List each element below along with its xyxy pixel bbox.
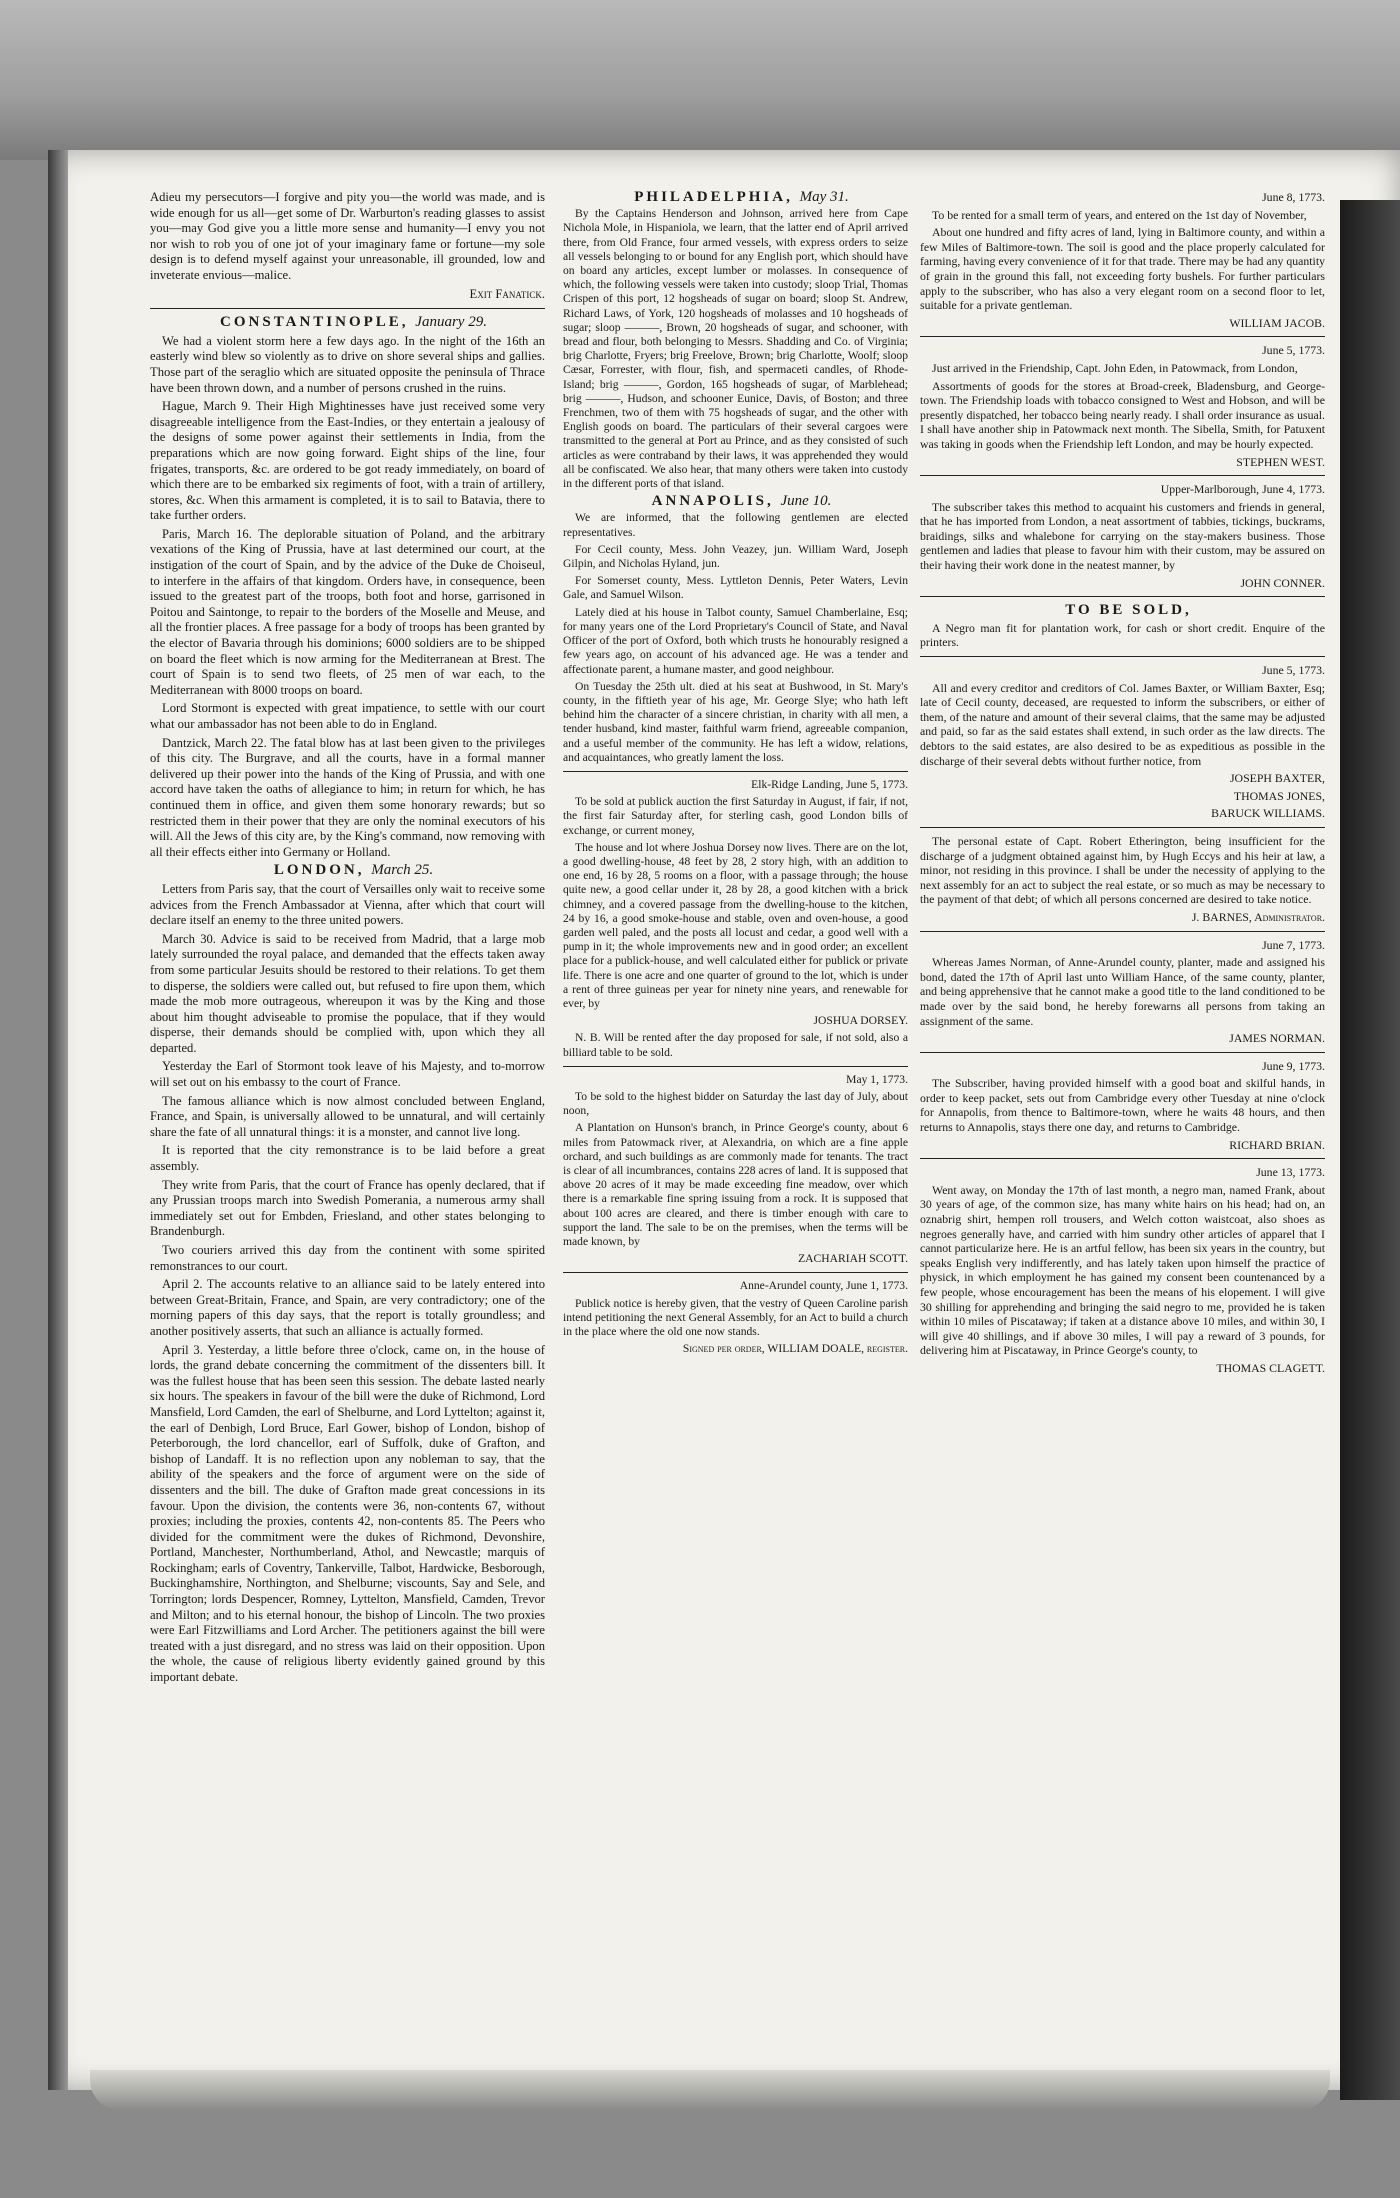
- ad-text: To be sold at publick auction the first Saturday in August, if fair, if not, the first fair Saturday after, for sterling cash, good London bills of exchange, or current money,: [563, 795, 908, 837]
- ad-text: The Subscriber, having provided himself with a good boat and skilful hands, in order to keep packet, sets out from Cambridge every other Tuesday at nine o'clock for Annapolis, from thence to Baltimore-town, where he waits 48 hours, and then returns to Annapolis, stays there one day, and returns to Cambridge.: [920, 1076, 1325, 1135]
- news-paragraph: We had a violent storm here a few days ago. In the night of the 16th an easterly wind blew so violently as to drive on shore several ships and gallies. Those part of the seraglio which are situated opposite the peninsula of Thrace have been thrown down, and a number of persons crushed in the ruins.: [150, 333, 545, 395]
- ad-text: Publick notice is hereby given, that the vestry of Queen Caroline parish intend petitioning the next General Assembly, for an Act to build a church in the place where the old one now stands.: [563, 1296, 908, 1339]
- news-paragraph: Lately died at his house in Talbot county, Samuel Chamberlaine, Esq; for many years one of the Lord Proprietary's Council of State, and Naval Officer of the port of Oxford, both which trusts he honourably resigned a few years ago, on account of his advanced age. He was a tender and affectionate parent, a humane master, and good neighbour.: [563, 605, 908, 676]
- ad-text: A Plantation on Hunson's branch, in Prince George's county, about 6 miles from Patowmack river, at Alexandria, on which are a fine apple orchard, and such buildings as are commonly made for tenants. The tract is clear of all incumbrances, contains 228 acres of land. It is supposed that above 20 acres of it may be made exceeding fine meadow, over which there is a remarkable fine spring issuing from a rock. It is supposed that about 100 acres are cleared, and there is timber enough with care to support the land. The sale to be on the premises, when the terms will be made known, by: [563, 1121, 908, 1249]
- ad-signature: THOMAS CLAGETT.: [1216, 1360, 1325, 1375]
- news-paragraph: It is reported that the city remonstrance is to be laid before a great assembly.: [150, 1143, 545, 1174]
- news-paragraph: Dantzick, March 22. The fatal blow has at last been given to the privileges of this city. The Burgrave, and all the courts, have in a formal manner delivered up their power into the hands of the King of Prussia, and with one accord have taken the oaths of allegiance to him; in return for which, he has continued them in office, and given them some honorary rewards; but so restricted them in their power that they are only the nominal executors of his will. All the Jews of this city are, by the King's command, now removing with all their effects either into Germany or Holland.: [150, 735, 545, 859]
- ad-date: June 7, 1773.: [1262, 937, 1325, 952]
- ad-text: To be sold to the highest bidder on Saturday the last day of July, about noon,: [563, 1089, 908, 1118]
- news-paragraph: They write from Paris, that the court of France has openly declared, that if any Prussian troops march into Swedish Pomerania, a numerous army shall immediately set out for Embden, Friesland, and other states belonging to Brandenburgh.: [150, 1177, 545, 1239]
- exit-fanatick: Exit Fanatick.: [469, 286, 545, 301]
- column-left: [150, 190, 545, 1689]
- news-paragraph: Letters from Paris say, that the court of Versailles only wait to receive some advices from the French Ambassador at Vienna, after which that court will declare itself an enemy to the three united powers.: [150, 881, 545, 928]
- news-paragraph: The famous alliance which is now almost concluded between England, France, and Spain, is universally allowed to be unnatural, and will certainly share the fate of all unnatural things: it is a monster, and cannot live long.: [150, 1093, 545, 1139]
- news-paragraph: By the Captains Henderson and Johnson, arrived here from Cape Nichola Mole, in Hispaniola, we learn, that the latter end of April arrived there, from Old France, four armed vessels, with express orders to seize all vessels belonging to or bound for any English port, which should have on board any articles, except lumber or molasses. In consequence of which, the following vessels were taken into custody; sloop Trial, Thomas Crispen of this port, 12 hogsheads of sugar on board; sloop St. Andrew, Richard Laws, of York, 120 hogsheads of molasses and 10 hogsheads of sugar; sloop ———, Brown, 20 hogsheads of sugar, and schooner, with bread and flour, both belonging to Messrs. Shadding and Co. of Virginia; brig Charlotte, Fryers; brig Freelove, Brown; brig Charlotte, Woolf; sloop Cæsar, Forrester, with flour, fish, and spermaceti candles, of Rhode-Island; brig ———, Gordon, 165 hogsheads of sugar, of Marblehead; brig ———, Hudson, and schooner Eunice, Davis, of Boston; and three Frenchmen, two of them with 75 hogsheads of sugar, and the other with English goods on board. The particulars of their several cargoes were transmitted to the general at Port au Prince, and as they consisted of such articles as were contraband by their laws, it was apprehended they would all be confiscated. We also hear, that many others were taken into custody in the different ports of that island.: [563, 207, 908, 491]
- ad-signature: STEPHEN WEST.: [1236, 454, 1325, 469]
- advertisement-vestry: [563, 1279, 908, 1356]
- ad-signature: JAMES NORMAN.: [1229, 1031, 1325, 1046]
- news-paragraph: On Tuesday the 25th ult. died at his seat at Bushwood, in St. Mary's county, in the fiftieth year of his age, Mr. George Slye; who hath left behind him the character of a sincere christian, in charity with all men, a tender husband, kind master, faithful warm friend, agreeable companion, and a useful member of the community. He has left a widow, relations, and acquaintances, who greatly lament the loss.: [563, 679, 908, 764]
- ad-text: To be rented for a small term of years, and entered on the 1st day of November,: [932, 207, 1307, 222]
- ad-text: N. B. Will be rented after the day proposed for sale, if not sold, also a billiard table to be sold.: [563, 1031, 908, 1059]
- news-paragraph: For Cecil county, Mess. John Veazey, jun. William Ward, Joseph Gilpin, and Nicholas Hyland, jun.: [563, 542, 908, 571]
- ad-date: Elk-Ridge Landing, June 5, 1773.: [751, 777, 908, 791]
- ad-date: June 5, 1773.: [1262, 663, 1325, 678]
- divider: [920, 1158, 1325, 1159]
- news-paragraph: March 30. Advice is said to be received from Madrid, that a large mob lately surrounded the royal palace, and demanded that the effects taken away from some particular Jesuits should be restored to their relations. To get them to disperse, the soldiers were called out, but refused to fire upon them, which made the mob more outrageous, whereupon it was by the King and those about him thought adviseable to promise the populace, that if they would disperse, their demands should be complied with, upon which they all departed.: [150, 931, 545, 1055]
- ad-text: Went away, on Monday the 17th of last month, a negro man, named Frank, about 30 years of age, of the common size, has many white hairs on his head; had on, an oznabrig shirt, hempen roll trousers, and Welch cotton waistcoat, also shoes as negroes generally have, and carried with him sundry other articles of apparel that I cannot particularize here. He is an artful fellow, has been six years in the country, but speaks English very indifferently, and has lately taken upon himself the practice of physick, in which employment he has gained my consent been countenanced by a few people, whose encouragement has been the means of his elopement. I will give 30 shilling for apprehending and bringing the said negro to me, provided he is taken within 10 miles of Piscataway; if taken at a distance above 10 miles, and within 30, I will give 40 shillings, and if above 30 miles, I will pay a reward of 3 pounds, for delivering him at Piscataway, in Prince George's county, to: [920, 1182, 1325, 1358]
- divider: [920, 656, 1325, 657]
- ad-signature: THOMAS JONES,: [1233, 788, 1325, 803]
- ad-heading: TO BE SOLD,: [1065, 602, 1192, 619]
- ad-date: June 9, 1773.: [1262, 1058, 1325, 1073]
- advertisement-conner: [920, 482, 1325, 590]
- advertisement-brian: [920, 1059, 1325, 1153]
- ad-text: A Negro man fit for plantation work, for cash or short credit. Enquire of the printers.: [920, 620, 1325, 650]
- divider: [920, 475, 1325, 476]
- column-middle: [563, 190, 908, 1360]
- heading-london: LONDON, March 25.: [273, 862, 434, 879]
- news-paragraph: We are informed, that the following gentlemen are elected representatives.: [563, 511, 908, 539]
- advertisement-dorsey: [563, 778, 908, 1060]
- ad-date: Upper-Marlborough, June 4, 1773.: [1160, 482, 1325, 497]
- column-right: [920, 190, 1325, 1380]
- heading-constantinople: CONSTANTINOPLE, January 29.: [220, 314, 487, 331]
- advertisement-west: [920, 343, 1325, 469]
- advertisement-etherington: [920, 834, 1325, 925]
- advertisement-norman: [920, 938, 1325, 1046]
- right-page-edge: [1340, 200, 1400, 2100]
- ad-signature: JOHN CONNER.: [1240, 575, 1325, 590]
- advertisement-baxter: [920, 663, 1325, 821]
- divider: [920, 336, 1325, 337]
- ad-text: Just arrived in the Friendship, Capt. John Eden, in Patowmack, from London,: [932, 360, 1298, 375]
- advertisement-scott: [563, 1073, 908, 1267]
- news-paragraph: Yesterday the Earl of Stormont took leave of his Majesty, and to-morrow will set out on his embassy to the court of France.: [150, 1059, 545, 1090]
- ad-text: The subscriber takes this method to acquaint his customers and friends in general, that he has imported from London, a neat assortment of tabbies, tickings, buckrams, braidings, silks and whalebone for carrying on the stay-makers business. Those gentlemen and ladies that please to favour him with their custom, may be assured on their having their work done in the neatest manner, by: [920, 499, 1325, 573]
- ad-text: All and every creditor and creditors of Col. James Baxter, or William Baxter, Esq; late of Cecil county, deceased, are requested to inform the subscribers, or either of them, of the nature and amount of their several claims, that the same may be adjusted and paid, so far as the said estates shall extend, in such order as the law directs. The debtors to the said estates, are also desired to be as expeditious as possible in the discharge of their several debts without further notice, from: [920, 680, 1325, 768]
- news-paragraph: For Somerset county, Mess. Lyttleton Dennis, Peter Waters, Levin Gale, and Samuel Wilson.: [563, 574, 908, 602]
- advertisement-jacob: [920, 190, 1325, 330]
- ad-text: The personal estate of Capt. Robert Etherington, being insufficient for the discharge of a judgment obtained against him, by Hugh Eccys and his heir at law, a minor, not residing in this province. I shall be under the necessity of applying to the next assembly for an act to subject the real estate, or so much as may be necessary to the payment of that debt; of which all persons concerned are desired to take notice.: [920, 833, 1325, 907]
- scan-background: [0, 0, 1400, 160]
- news-paragraph: Paris, March 16. The deplorable situation of Poland, and the arbitrary vexations of the King of Prussia, have at last determined our court, at the instigation of the court of Spain, and by the advice of the Duke de Choiseul, to interfere in the affairs of that kingdom. Orders have, in consequence, been issued to the greatest part of the troops, both foot and horse, garrisoned in Poitou and Saintonge, to repair to the borders of the Moselle and Meuse, and all the frontier places. A free passage for a body of troops has been granted by the elector of Bavaria through his dominions; 6000 soldiers are to be shipped on board the fleet which is now arming for the Mediterranean at Brest. The court of Spain is to send two fleets, of 25 men of war each, to the Mediterranean with 8000 troops on board.: [150, 526, 545, 697]
- divider: [920, 596, 1325, 597]
- advertisement-clagett: [920, 1165, 1325, 1375]
- news-paragraph: April 3. Yesterday, a little before three o'clock, came on, in the house of lords, the grand debate concerning the commitment of the dissenters bill. It was the fullest house that has been seen this session. The debate lasted nearly six hours. The speakers in favour of the bill were the duke of Richmond, Lord Mansfield, Lord Camden, the earl of Shelburne, and Lord Lyttelton; against it, the earl of Denbigh, Lord Bruce, Earl Gower, bishop of London, bishop of Peterborough, the lord chancellor, earl of Suffolk, duke of Grafton, and bishop of Landaff. It is no reflection upon any nobleman to say, that the ability of the speakers and the force of argument were on the side of dissenters and the bill. The duke of Grafton made great concessions in its favour. Upon the division, the contents were 36, non-contents 67, without proxies; including the proxies, contents 42, non-contents 85. The Peers who divided for the commitment were the dukes of Richmond, Devonshire, Portland, Manchester, Northumberland, Athol, and Newcastle; marquis of Rockingham; earls of Coventry, Tankerville, Talbot, Hardwicke, Besborough, Buckinghamshire, Northington, and Shelburne; viscounts, Say and Sele, and Torrington; lords Despencer, Romney, Lyttelton, Mansfield, Camden, Trevor and Milton; and to his eternal honour, the bishop of Lincoln. The two proxies were Earl Fitzwilliams and Lord Archer. The petitioners against the bill were treated with a just disregard, and no stress was laid on their opposition. Upon the whole, the cause of religious liberty evidently gained ground by this important debate.: [150, 1342, 545, 1685]
- ad-signature: WILLIAM JACOB.: [1229, 315, 1325, 330]
- ad-signature: JOSHUA DORSEY.: [813, 1014, 908, 1028]
- ad-signature: ZACHARIAH SCOTT.: [798, 1252, 908, 1266]
- news-paragraph: Two couriers arrived this day from the continent with some spirited remonstrances to our court.: [150, 1243, 545, 1273]
- advertisement-negro-for-sale: [920, 603, 1325, 650]
- ad-signature: J. BARNES, Administrator.: [1191, 909, 1325, 924]
- divider: [563, 1066, 908, 1067]
- divider: [150, 308, 545, 309]
- ad-date: June 13, 1773.: [1256, 1165, 1325, 1180]
- ad-date: Anne-Arundel county, June 1, 1773.: [739, 1279, 908, 1293]
- ad-signature: JOSEPH BAXTER,: [1229, 771, 1325, 786]
- divider: [563, 771, 908, 772]
- ad-text: Assortments of goods for the stores at Broad-creek, Bladensburg, and George-town. The Friendship loads with tobacco consigned to West and Hobson, and will be presently dispatched, her tobacco being nearly ready. I shall order insurance as usual. I shall have another ship in Patowmack next month. The Sibella, Smith, for Patuxent was taking in goods when the Friendship left London, and may be hourly expected.: [920, 378, 1325, 451]
- heading-annapolis: ANNAPOLIS, June 10.: [651, 493, 832, 510]
- ad-signature: RICHARD BRIAN.: [1229, 1137, 1325, 1152]
- ad-text: Whereas James Norman, of Anne-Arundel county, planter, made and assigned his bond, dated the 17th of April last unto William Hance, of the same county, planter, and being apprehensive that he cannot make a good title to the land conditioned to be made over by the said bond, he hereby forewarns all persons from taking an assignment of the same.: [920, 955, 1325, 1028]
- divider: [920, 1052, 1325, 1053]
- ad-signature: Signed per order, WILLIAM DOALE, register.: [682, 1342, 908, 1356]
- divider: [563, 1272, 908, 1273]
- divider: [920, 827, 1325, 828]
- letter-conclusion: Adieu my persecutors—I forgive and pity you—the world was made, and is wide enough for us all—get some of Dr. Warburton's reading glasses to assist you—may God give you a little more sense and humanity—I envy you not nor wish to rob you of one jot of your imaginary fame or fortune—my sole design is to defend myself against your unreasonable, ill grounded, low and inveterate envious—malice.: [150, 190, 545, 282]
- news-paragraph: Lord Stormont is expected with great impatience, to settle with our court what our ambassador has not been able to do in England.: [150, 701, 545, 731]
- ad-date: May 1, 1773.: [846, 1072, 908, 1086]
- ad-date: June 5, 1773.: [1262, 343, 1325, 358]
- news-paragraph: Hague, March 9. Their High Mightinesses have just received some very disagreeable intelligence from the East-Indies, or they entertain a jealousy of the designs of some power against their settlements in India, from the preparations which are now going forward. Eight ships of the line, four frigates, transports, &c. are ordered to be got ready immediately, on board of which there are to be embarked six regiments of foot, with a train of artillery, stores, &c. When this armament is completed, it is to sail to Batavia, there to take further orders.: [150, 399, 545, 523]
- heading-philadelphia: PHILADELPHIA, May 31.: [634, 189, 849, 205]
- divider: [920, 931, 1325, 932]
- ad-text: About one hundred and fifty acres of land, lying in Baltimore county, and within a few Miles of Baltimore-town. The soil is good and the place properly calculated for farming, having every convenience of it for that trade. There may be had any quantity of grain in the ground this fall, not exceeding forty bushels. For further particulars apply to the subscriber, who has also a very elegant room on a second floor to let, suitable for a private gentleman.: [920, 225, 1325, 313]
- ad-date: June 8, 1773.: [1262, 190, 1325, 204]
- page-bottom-edge: [90, 2070, 1330, 2110]
- ad-text: The house and lot where Joshua Dorsey now lives. There are on the lot, a good dwelling-house, 48 feet by 28, 2 story high, with an addition to one end, 16 by 28, 5 rooms on a floor, with a passage through; the house quite new, a good cellar under it, 28 by 28, a good kitchen with a brick chimney, and a covered passage from the dwelling-house to the kitchen, 24 by 16, a good smoke-house and stable, oven and oven-house, a good garden well paled, and the posts all locust and cedar, a good well with a pump in it; the whole improvements new and in good order; an excellent place for a publick-house, and well calculated either for publick or private life. There is one acre and one quarter of ground to the lot, which is under a rent of three guineas per year for ninety nine years, and renewable for ever, by: [563, 840, 908, 1010]
- ad-signature: BARUCK WILLIAMS.: [1211, 806, 1325, 821]
- news-paragraph: April 2. The accounts relative to an alliance said to be lately entered into between Great-Britain, France, and Spain, are very contradictory; one of the morning papers of this day says, that the report is totally groundless; and another positively asserts, that such an alliance is actually formed.: [150, 1277, 545, 1338]
- page-spine: [48, 150, 68, 2090]
